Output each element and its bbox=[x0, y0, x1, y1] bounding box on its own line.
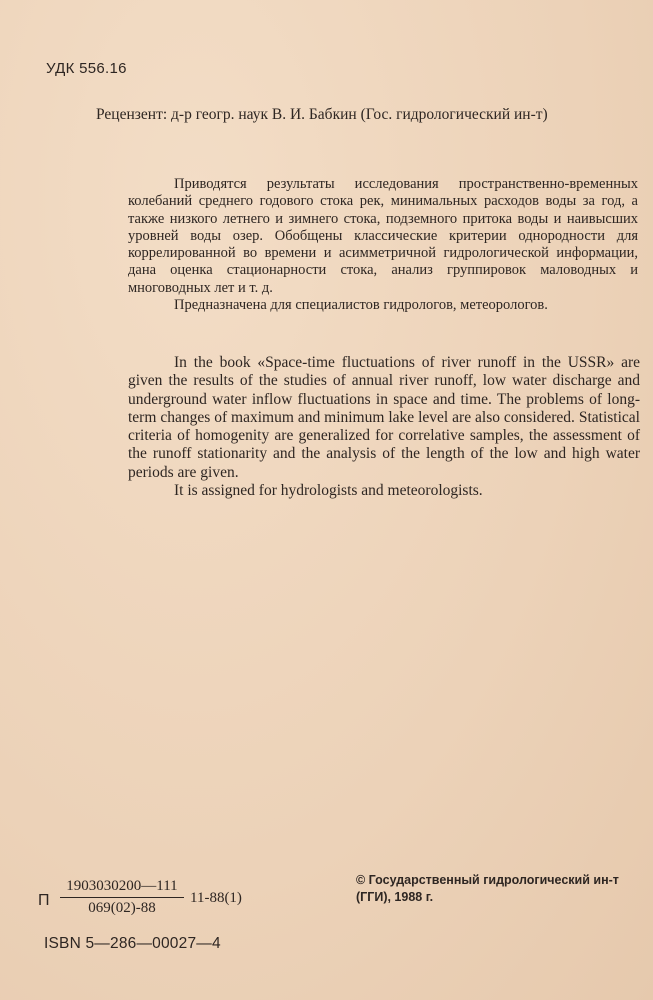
copyright-notice bbox=[356, 872, 646, 906]
reviewer-line: Рецензент: д-р геогр. наук В. И. Бабкин (Гос. гидрологический ин-т) bbox=[96, 106, 548, 123]
english-abstract-paragraph: In the book «Space-time fluctuations of river runoff in the USSR» are given the results of the studies of annual river runoff, low water discharge and underground water inflow fluctuations in space and time. The problems of long-term changes of maximum and minimum lake level are also considered. Statistical criteria of homogenity are generalized for correlative samples, the assessment of the runoff stationarity and the analysis of the length of the low and high water periods are given. bbox=[128, 354, 640, 481]
udc-code: УДК 556.16 bbox=[46, 60, 127, 77]
isbn: ISBN 5—286—00027—4 bbox=[44, 935, 221, 952]
russian-abstract-paragraph: Приводятся результаты исследования пространственно-временных колебаний среднего годового стока рек, минимальных расходов воды за год, а также низкого летнего и зимнего стока, подземного притока воды и наивысших уровней воды озер. Обобщены классические критерии однородности для коррелированной во времени и асимметричной гидрологической информации, дана оценка стационарности стока, анализ группировок маловодных и многоводных лет и т. д. bbox=[128, 176, 638, 296]
english-audience-paragraph: It is assigned for hydrologists and meteorologists. bbox=[174, 482, 483, 500]
code-letter: П bbox=[38, 892, 50, 909]
russian-abstract bbox=[128, 176, 638, 314]
copyright-line-2: (ГГИ), 1988 г. bbox=[356, 890, 434, 904]
english-abstract bbox=[128, 354, 640, 500]
code-suffix: 11-88(1) bbox=[190, 890, 242, 906]
russian-audience-paragraph: Предназначена для специалистов гидрологов, метеорологов. bbox=[174, 297, 548, 314]
code-fraction bbox=[60, 878, 184, 917]
code-denominator: 069(02)-88 bbox=[88, 900, 156, 916]
code-numerator: 1903030200—111 bbox=[60, 878, 184, 898]
copyright-line-1: © Государственный гидрологический ин-т bbox=[356, 873, 619, 887]
